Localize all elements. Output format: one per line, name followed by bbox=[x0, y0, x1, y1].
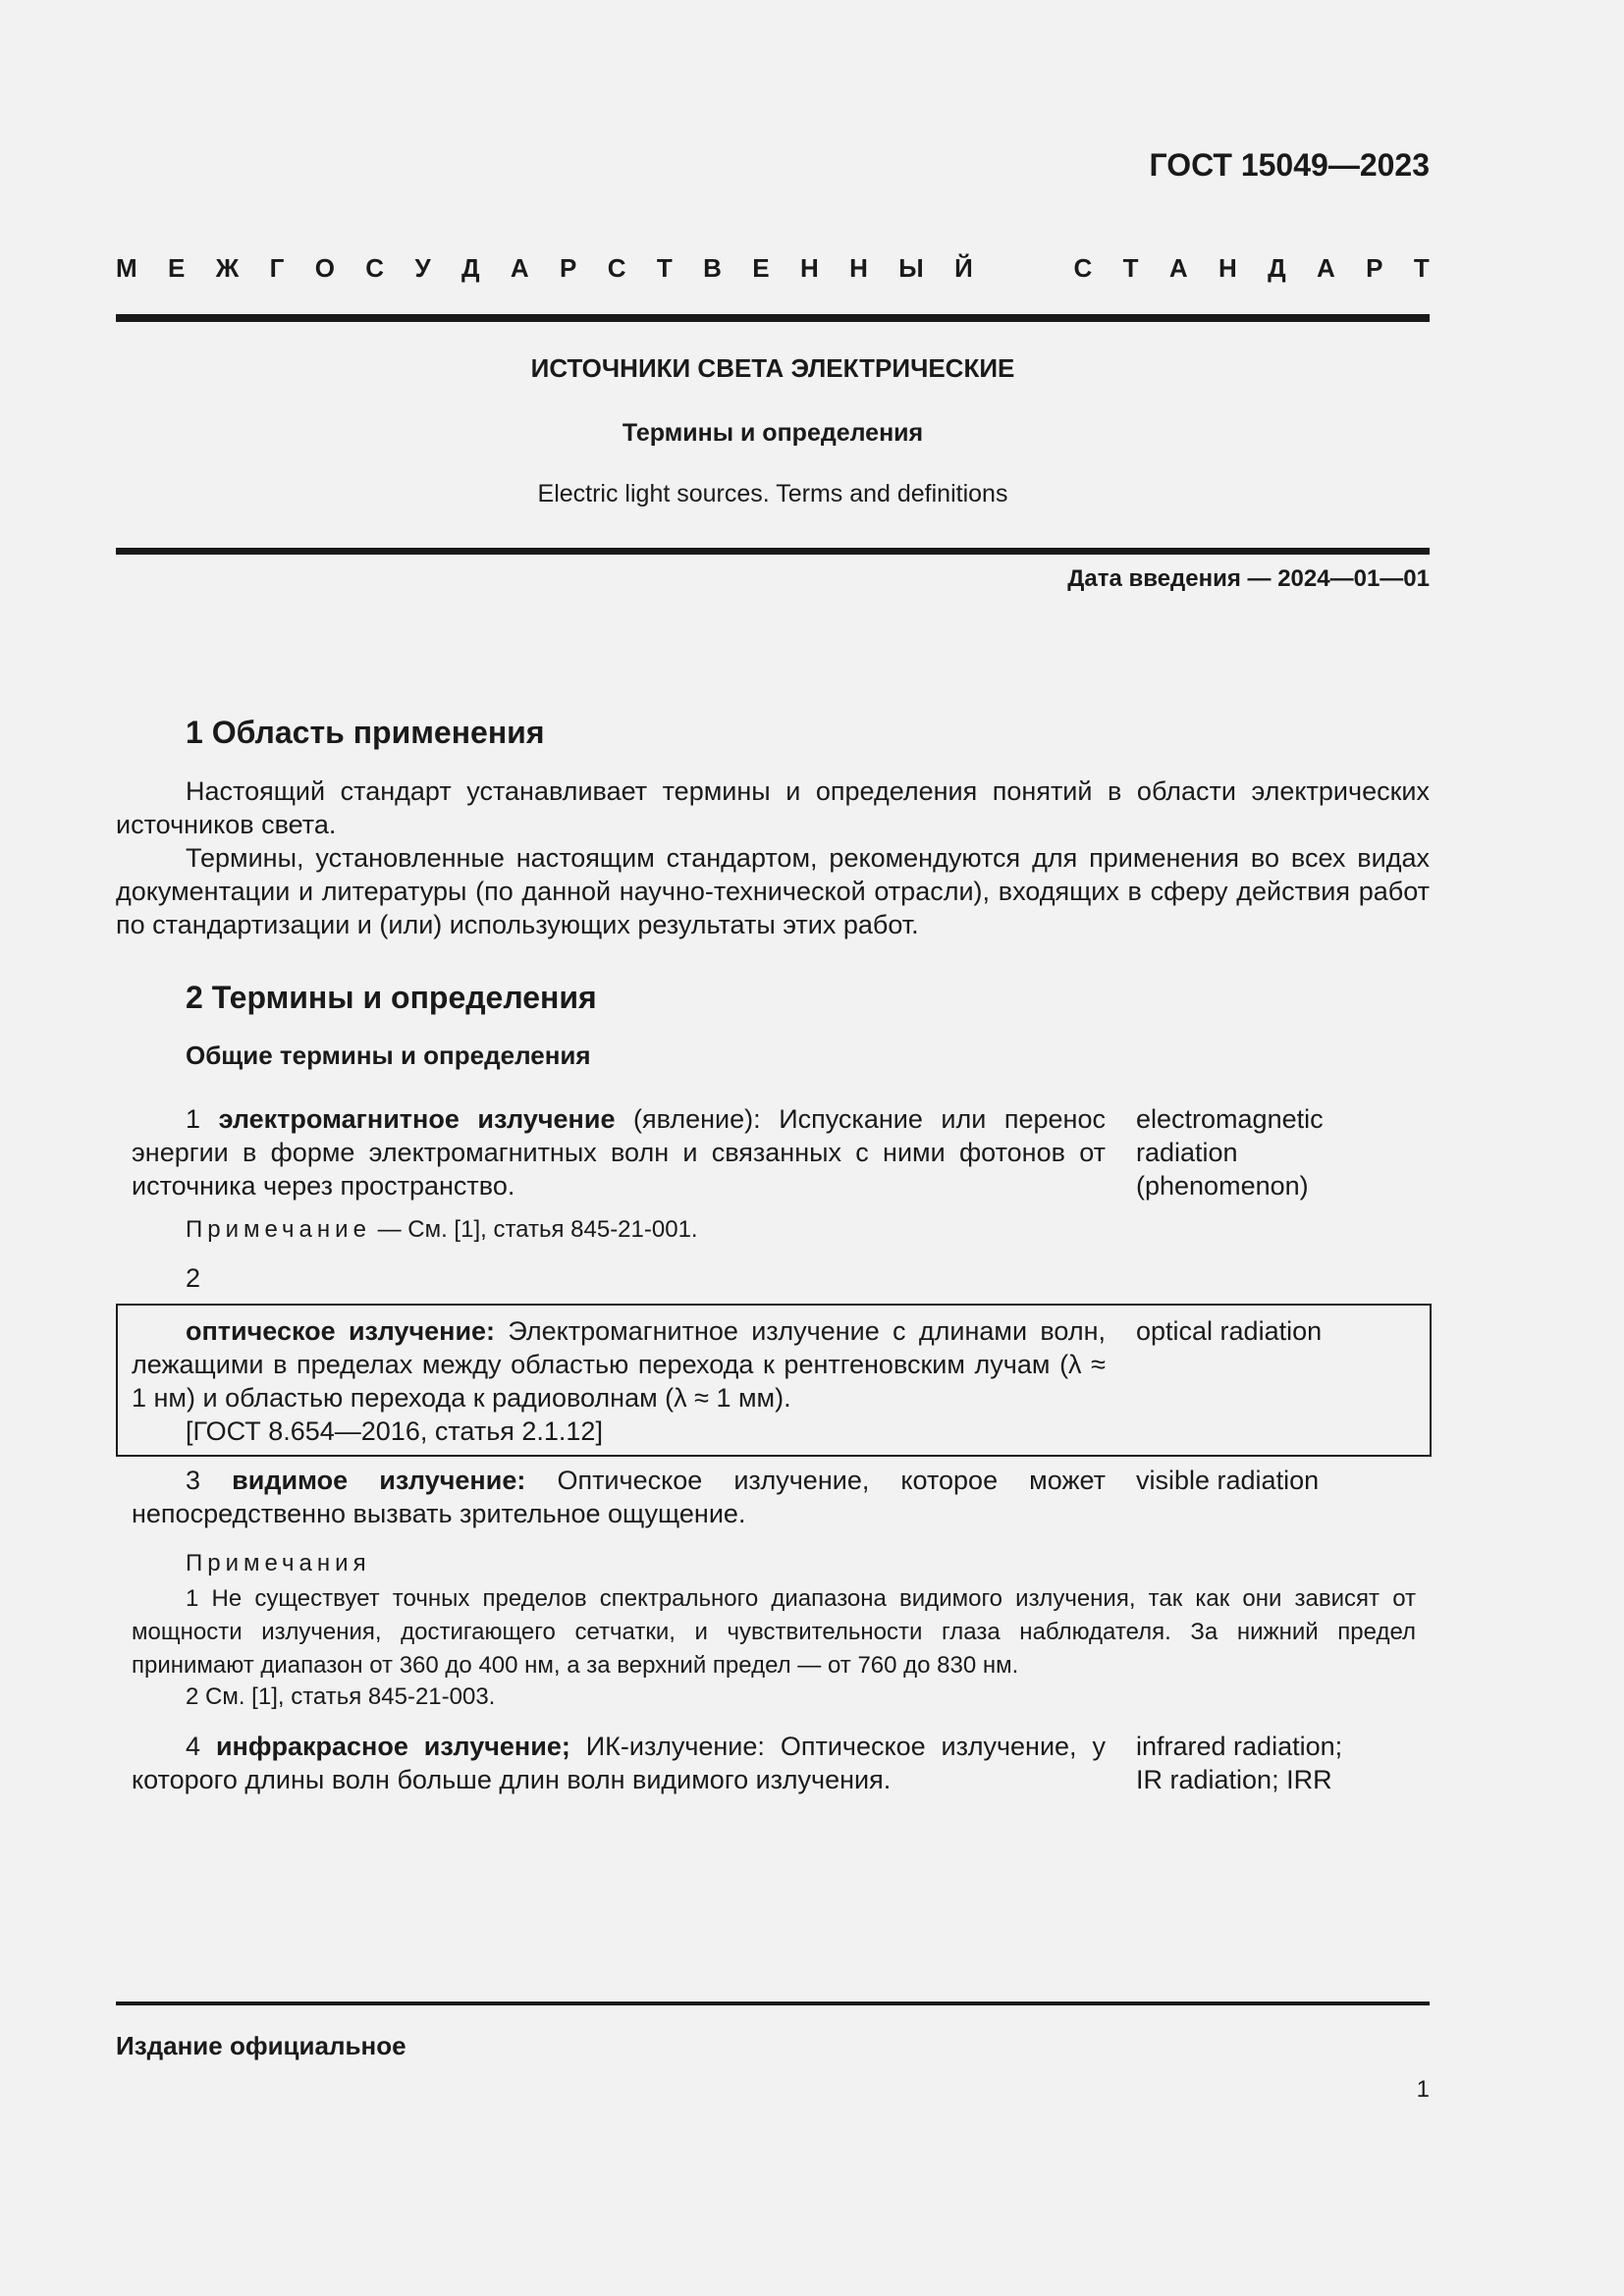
paragraph-text: Термины, установленные настоящим стандартом, рекомендуются для применения во всех видах документации и литературы (по данной научно-технической отрасли), входящих в сферу действия работ по стандартизации и (или) использующих результаты этих работ. bbox=[116, 843, 1430, 939]
banner-letter: А bbox=[1317, 252, 1335, 283]
term-2-english: optical radiation bbox=[1136, 1316, 1323, 1346]
banner-letter: Ы bbox=[898, 252, 924, 283]
banner-letter: Й bbox=[954, 252, 973, 283]
banner-letter: Т bbox=[1122, 252, 1139, 283]
header-rule-top bbox=[116, 314, 1430, 322]
term-name: видимое излучение: bbox=[232, 1466, 526, 1495]
note-label: Примечание bbox=[186, 1216, 371, 1243]
section-2-heading: 2 Термины и определения bbox=[186, 980, 597, 1015]
term-3-definition bbox=[132, 1464, 1106, 1530]
banner-letter: Д bbox=[1268, 252, 1286, 283]
term-number: 4 bbox=[186, 1732, 201, 1761]
term-text: ИК-излучение: Оптическое излучение, у которого длины волн больше длин волн видимого излучения. bbox=[132, 1732, 1106, 1794]
footer-rule bbox=[116, 2002, 1430, 2005]
paragraph-text: Настоящий стандарт устанавливает термины и определения понятий в области электрических источников света. bbox=[116, 776, 1430, 839]
term-1-english bbox=[1136, 1102, 1391, 1202]
banner-letter: Н bbox=[849, 252, 868, 283]
term-name: оптическое излучение: bbox=[186, 1316, 496, 1346]
note-text: — См. [1], статья 845-21-001. bbox=[370, 1216, 698, 1243]
section-1-paragraph-1 bbox=[116, 774, 1430, 841]
banner-letter: Н bbox=[799, 252, 819, 283]
banner-letter: С bbox=[1073, 252, 1093, 283]
term-number: 1 bbox=[186, 1104, 201, 1134]
note-label: Примечания bbox=[186, 1550, 371, 1576]
term-number: 3 bbox=[186, 1466, 201, 1495]
banner-letter: Т bbox=[656, 252, 673, 283]
english-term-line: electromagnetic bbox=[1136, 1104, 1324, 1134]
term-1-note bbox=[186, 1213, 698, 1247]
document-title: ИСТОЧНИКИ СВЕТА ЭЛЕКТРИЧЕСКИЕ bbox=[530, 353, 1015, 383]
banner-letter: Е bbox=[752, 252, 770, 283]
banner-letter: Ж bbox=[215, 252, 240, 283]
english-term-line: radiation bbox=[1136, 1138, 1238, 1167]
note-text: 1 Не существует точных пределов спектрального диапазона видимого излучения, так как они зависят от мощности излучения, достигающего сетчатки, и чувствительности глаза наблюдателя. За нижний предел принимают диапазон от 360 до 400 нм, а за верхний предел — от 760 до 830 нм. bbox=[132, 1585, 1416, 1679]
banner-letter: Т bbox=[1413, 252, 1430, 283]
banner-letter: С bbox=[365, 252, 385, 283]
official-edition-label: Издание официальное bbox=[116, 2031, 406, 2060]
banner-letter: Е bbox=[168, 252, 186, 283]
term-4-english bbox=[1136, 1730, 1391, 1796]
banner-letter: Р bbox=[560, 252, 577, 283]
english-term-line: infrared radiation; bbox=[1136, 1732, 1343, 1761]
term-text: Оптическое излучение, которое может непосредственно вызвать зрительное ощущение. bbox=[132, 1466, 1106, 1528]
english-term-line: (phenomenon) bbox=[1136, 1171, 1309, 1201]
interstate-standard-banner bbox=[116, 253, 1430, 283]
term-2-reference: [ГОСТ 8.654—2016, статья 2.1.12] bbox=[186, 1416, 603, 1446]
term-text: (явление): Испускание или перенос энергии в форме электромагнитных волн и связанных с ними фотонов от источника через пространство. bbox=[132, 1104, 1106, 1201]
term-2-definition bbox=[132, 1314, 1106, 1415]
banner-letter: У bbox=[414, 252, 431, 283]
introduction-date: Дата введения — 2024—01—01 bbox=[1067, 565, 1430, 592]
term-text: Электромагнитное излучение с длинами волн, лежащими в пределах между областью перехода к рентгеновским лучам (λ ≈ 1 нм) и областью перехода к радиоволнам (λ ≈ 1 мм). bbox=[132, 1316, 1106, 1413]
banner-letter: А bbox=[510, 252, 529, 283]
section-1-paragraph-2 bbox=[116, 841, 1430, 941]
term-3-note-1 bbox=[132, 1582, 1416, 1682]
term-3-note-2: 2 См. [1], статья 845-21-003. bbox=[186, 1683, 496, 1710]
banner-letter: О bbox=[314, 252, 335, 283]
term-2-number: 2 bbox=[186, 1263, 201, 1293]
term-3-notes-label bbox=[186, 1547, 371, 1580]
section-1-heading: 1 Область применения bbox=[186, 715, 545, 750]
document-subtitle: Термины и определения bbox=[622, 419, 924, 447]
term-4-definition bbox=[132, 1730, 1106, 1796]
banner-letter: Г bbox=[269, 252, 285, 283]
document-code: ГОСТ 15049—2023 bbox=[1149, 147, 1430, 183]
section-2-subheading: Общие термины и определения bbox=[186, 1041, 591, 1070]
term-name: электромагнитное излучение bbox=[218, 1104, 616, 1134]
banner-letter: Д bbox=[460, 252, 480, 283]
header-rule-bottom bbox=[116, 548, 1430, 555]
term-1-definition bbox=[132, 1102, 1106, 1202]
banner-letter: Р bbox=[1366, 252, 1383, 283]
term-3-english: visible radiation bbox=[1136, 1466, 1320, 1495]
english-term-line: IR radiation; IRR bbox=[1136, 1765, 1332, 1794]
banner-letter: М bbox=[116, 252, 137, 283]
document-english-title: Electric light sources. Terms and definitions bbox=[537, 480, 1008, 507]
banner-letter: С bbox=[607, 252, 626, 283]
banner-letter: А bbox=[1168, 252, 1188, 283]
page-number: 1 bbox=[1416, 2076, 1430, 2103]
banner-letter: Н bbox=[1218, 252, 1237, 283]
banner-letter: В bbox=[703, 252, 722, 283]
term-name: инфракрасное излучение; bbox=[215, 1732, 570, 1761]
